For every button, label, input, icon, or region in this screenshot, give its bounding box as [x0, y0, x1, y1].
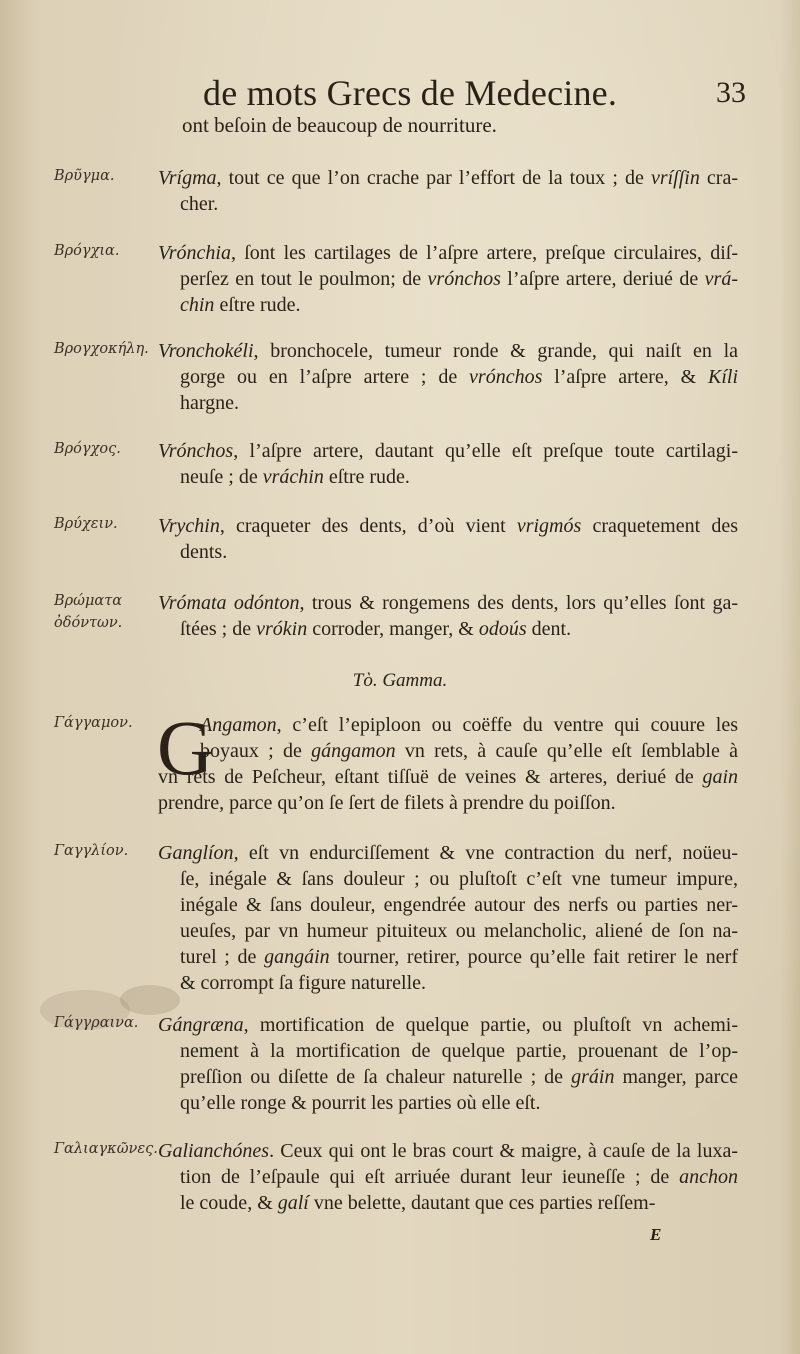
latin-headword: Angamon	[200, 714, 277, 736]
etymon: vrigmós	[516, 515, 582, 537]
entry-text	[158, 1012, 738, 1116]
text-line	[158, 390, 738, 416]
text-line	[158, 892, 738, 918]
definition-text: , ſont les cartilages de l’aſpre artere, preſque circulaires, diſ-	[230, 242, 738, 264]
text-line	[158, 266, 738, 292]
definition-text: inégale & ſans douleur, engendrée autour des nerfs ou parties ner-	[180, 894, 738, 916]
definition-text: hargne.	[180, 392, 240, 414]
text-line	[158, 1038, 738, 1064]
latin-headword: Vrígma	[158, 167, 217, 189]
etymon: gangáin	[264, 946, 330, 968]
greek-headword: Γάγγραινα.	[54, 1015, 139, 1031]
definition-text: vn rets de Peſcheur, eſtant tiſſuë de veines & arteres, deriué de	[158, 766, 703, 788]
margin-greek-term	[54, 438, 154, 460]
entry-text	[158, 165, 738, 217]
definition-text: ueuſes, par vn humeur pituiteux ou melancholic, aliené de ſon na-	[180, 920, 738, 942]
text-line	[158, 464, 738, 490]
entry-text	[158, 712, 738, 816]
signature-mark: E	[650, 1225, 662, 1244]
etymon: Kíli	[707, 366, 738, 388]
etymon: anchon	[679, 1166, 738, 1188]
greek-headword: Βρόγχος.	[54, 441, 121, 457]
definition-text: . Ceux qui ont le bras court & maigre, à cauſe de la luxa-	[269, 1140, 738, 1162]
entry-text	[158, 438, 738, 490]
margin-greek-term	[54, 1138, 158, 1160]
text-line	[158, 1190, 738, 1216]
greek-headword: Βρώματα	[54, 593, 123, 609]
entry-text	[158, 840, 738, 996]
margin-greek-term	[54, 513, 154, 535]
margin-greek-term	[54, 165, 154, 187]
carryover-line: ont beſoin de beaucoup de nourriture.	[182, 113, 497, 137]
margin-greek-term	[54, 712, 154, 734]
margin-greek-term	[54, 840, 154, 862]
latin-headword: Gángræna	[158, 1014, 244, 1036]
page-number: 33	[716, 76, 746, 109]
text-line	[158, 764, 738, 790]
latin-headword: Ganglíon	[158, 842, 234, 864]
definition-text: , c’eſt l’epiploon ou coëffe du ventre qui couure les	[276, 714, 738, 736]
text-line	[158, 712, 738, 738]
definition-text: eſtre rude.	[214, 294, 301, 316]
text-line	[158, 738, 738, 764]
definition-text: , eſt vn endurciſſement & vne contraction du nerf, noüeu-	[233, 842, 738, 864]
text-line	[158, 292, 738, 318]
greek-headword: ὀδόντων.	[54, 615, 123, 631]
definition-text: cra-	[699, 167, 738, 189]
definition-text: , craqueter des dents, d’où vient	[219, 515, 517, 537]
text-line	[158, 364, 738, 390]
definition-text: , bronchocele, tumeur ronde & grande, qui naiſt en la	[253, 340, 738, 362]
definition-text: nement à la mortification de quelque partie, prouenant de l’op-	[180, 1040, 738, 1062]
text-line	[158, 165, 738, 191]
greek-headword: Βρογχοκήλη.	[54, 341, 149, 357]
etymon: gráin	[571, 1066, 615, 1088]
text-line	[158, 866, 738, 892]
definition-text: manger, parce	[614, 1066, 738, 1088]
definition-text: , trous & rongemens des dents, lors qu’elles ſont ga-	[299, 592, 738, 614]
definition-text: dents.	[180, 541, 228, 563]
margin-greek-term	[54, 338, 154, 360]
text-line	[158, 790, 738, 816]
margin-greek-term	[54, 590, 154, 634]
definition-text: le coude, &	[180, 1192, 278, 1214]
etymon: gain	[702, 766, 738, 788]
text-line	[158, 1164, 738, 1190]
definition-text: tion de l’eſpaule qui eſt arriuée durant leur ieuneſſe ; de	[180, 1166, 680, 1188]
text-line	[158, 539, 738, 565]
definition-text: preſſion ou diſette de ſa chaleur naturelle ; de	[180, 1066, 572, 1088]
definition-text: , l’aſpre artere, dautant qu’elle eſt preſque toute cartilagi-	[233, 440, 738, 462]
text-line	[158, 918, 738, 944]
latin-headword: Vrychin	[158, 515, 220, 537]
greek-headword: Γάγγαμον.	[54, 715, 133, 731]
latin-headword: Vrónchos	[158, 440, 234, 462]
definition-text: eſtre rude.	[323, 466, 410, 488]
definition-text: boyaux ; de	[200, 740, 312, 762]
definition-text: cher.	[180, 193, 219, 215]
latin-headword: Galianchónes	[158, 1140, 270, 1162]
latin-headword: chin	[180, 294, 215, 316]
greek-headword: Γαλιαγκῶνες.	[54, 1141, 158, 1157]
text-line	[158, 1064, 738, 1090]
etymon: galí	[277, 1192, 309, 1214]
text-line	[158, 1090, 738, 1116]
greek-headword: Βρύχειν.	[54, 516, 118, 532]
latin-headword: Vrómata odónton	[158, 592, 300, 614]
greek-headword: Βρῦγμα.	[54, 168, 115, 184]
text-line	[158, 438, 738, 464]
definition-text: gorge ou en l’aſpre artere ; de	[180, 366, 470, 388]
definition-text: , mortification de quelque partie, ou pluſtoſt vn achemi-	[243, 1014, 738, 1036]
definition-text: vn rets, à cauſe qu’elle eſt ſemblable à	[395, 740, 738, 762]
definition-text: turel ; de	[180, 946, 265, 968]
etymon: vrónchos	[469, 366, 543, 388]
etymon: vrónchos	[427, 268, 501, 290]
section-heading: Τὸ. Gamma.	[352, 670, 448, 691]
definition-text: qu’elle ronge & pourrit les parties où elle eſt.	[180, 1092, 541, 1114]
definition-text: ſe, inégale & ſans douleur ; ou pluſtoſt c’eſt vne tumeur impure,	[180, 868, 738, 890]
margin-greek-term	[54, 240, 154, 262]
definition-text: , tout ce que l’on crache par l’effort de la toux ; de	[216, 167, 651, 189]
definition-text: l’aſpre artere, deriué de	[500, 268, 705, 290]
text-line	[158, 616, 738, 642]
definition-text: dent.	[526, 618, 572, 640]
entry-text	[158, 240, 738, 318]
text-line	[158, 191, 738, 217]
entry-text	[158, 338, 738, 416]
definition-text: prendre, parce qu’on ſe ſert de filets à prendre du poiſſon.	[158, 792, 616, 814]
definition-text: neuſe ; de	[180, 466, 263, 488]
running-head-title: de mots Grecs de Medecine.	[203, 73, 618, 113]
text-line	[158, 944, 738, 970]
text-line	[158, 840, 738, 866]
latin-headword: Vronchokéli	[158, 340, 254, 362]
etymon: odoús	[478, 618, 527, 640]
greek-headword: Γαγγλίον.	[54, 843, 129, 859]
definition-text: tourner, retirer, pource qu’elle fait retirer le nerf	[329, 946, 738, 968]
drop-capital: G	[157, 704, 214, 791]
definition-text: corroder, manger, &	[307, 618, 479, 640]
latin-headword: Vrónchia	[158, 242, 231, 264]
margin-greek-term	[54, 1012, 154, 1034]
entry-text	[158, 513, 738, 565]
definition-text: perſez en tout le poulmon; de	[180, 268, 428, 290]
definition-text: craquetement des	[581, 515, 738, 537]
definition-text: l’aſpre artere, &	[542, 366, 708, 388]
text-line	[158, 970, 738, 996]
etymon: vráchin	[262, 466, 324, 488]
text-line	[158, 513, 738, 539]
entry-text	[158, 1138, 738, 1216]
etymon: vríſſin	[650, 167, 700, 189]
etymon: vrá-	[704, 268, 738, 290]
text-line	[158, 1138, 738, 1164]
text-line	[158, 240, 738, 266]
etymon: gángamon	[311, 740, 396, 762]
entry-text	[158, 590, 738, 642]
text-line	[158, 1012, 738, 1038]
text-line	[158, 590, 738, 616]
definition-text: ſtées ; de	[180, 618, 257, 640]
definition-text: & corrompt ſa figure naturelle.	[180, 972, 427, 994]
greek-headword: Βρόγχια.	[54, 243, 120, 259]
definition-text: vne belette, dautant que ces parties reſſem-	[308, 1192, 656, 1214]
etymon: vrókin	[256, 618, 308, 640]
text-line	[158, 338, 738, 364]
